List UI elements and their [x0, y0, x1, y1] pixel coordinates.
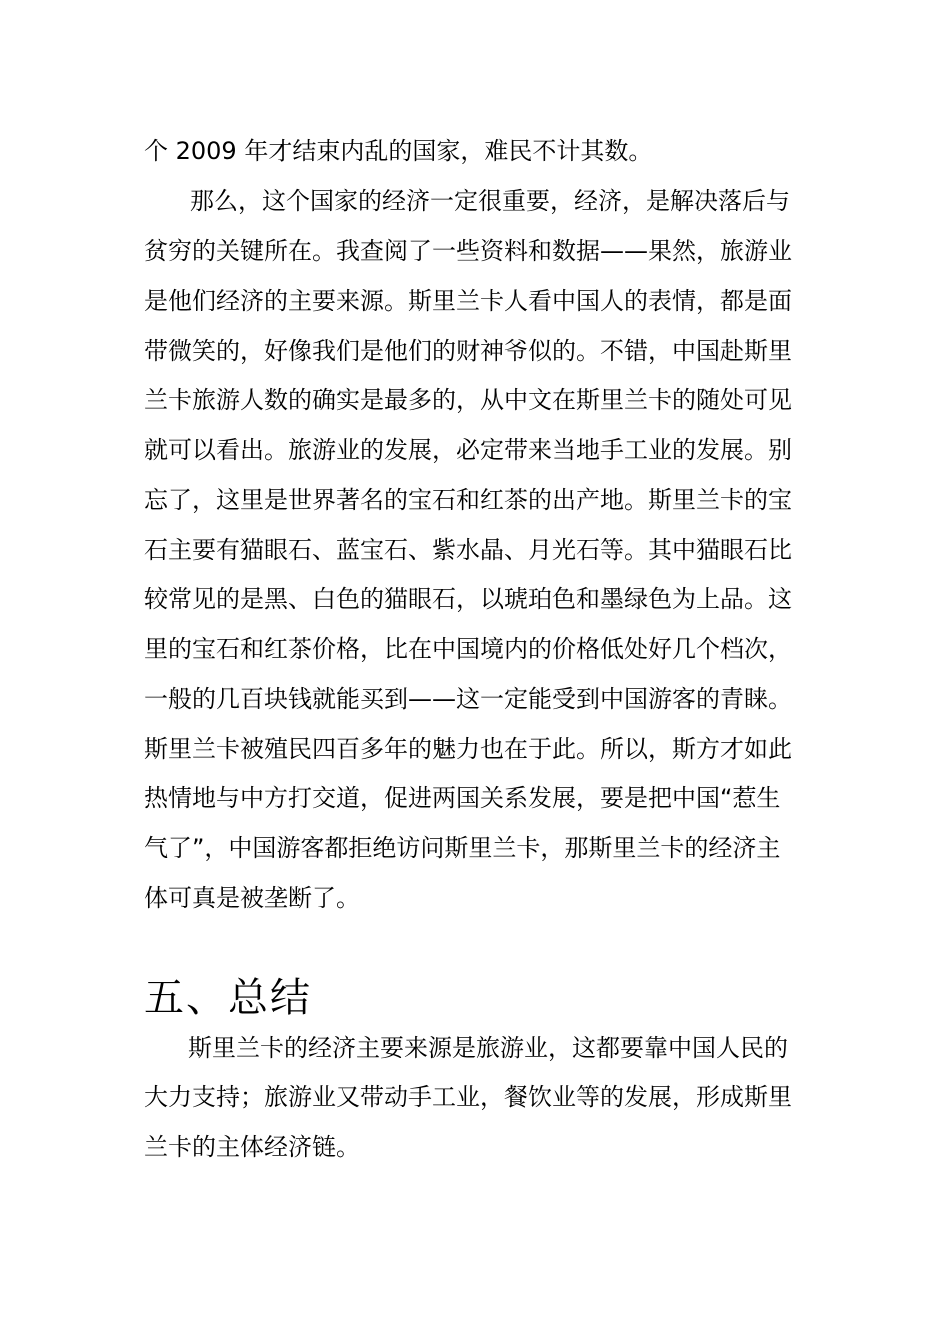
body-line: 较常见的是黑、白色的猫眼石，以琥珀色和墨绿色为上品。这 [144, 585, 792, 613]
body-line: 个 2009 年才结束内乱的国家，难民不计其数。 [144, 137, 653, 165]
body-line: 那么，这个国家的经济一定很重要，经济，是解决落后与 [190, 187, 790, 215]
body-line: 是他们经济的主要来源。斯里兰卡人看中国人的表情，都是面 [144, 287, 792, 315]
body-line: 斯里兰卡被殖民四百多年的魅力也在于此。所以，斯方才如此 [144, 735, 792, 763]
section-heading: 五、总结 [144, 975, 312, 1021]
body-line: 热情地与中方打交道，促进两国关系发展，要是把中国“惹生 [144, 784, 781, 812]
body-line: 体可真是被垄断了。 [144, 884, 360, 912]
body-line: 就可以看出。旅游业的发展，必定带来当地手工业的发展。别 [144, 436, 792, 464]
body-line: 忘了，这里是世界著名的宝石和红茶的出产地。斯里兰卡的宝 [144, 486, 792, 514]
summary-line: 大力支持；旅游业又带动手工业，餐饮业等的发展，形成斯里 [144, 1083, 792, 1111]
body-line: 带微笑的，好像我们是他们的财神爷似的。不错，中国赴斯里 [144, 337, 792, 365]
summary-line: 斯里兰卡的经济主要来源是旅游业，这都要靠中国人民的 [188, 1034, 788, 1062]
summary-line: 兰卡的主体经济链。 [144, 1133, 360, 1161]
body-line: 气了”，中国游客都拒绝访问斯里兰卡，那斯里兰卡的经济主 [144, 834, 781, 862]
body-line: 里的宝石和红茶价格，比在中国境内的价格低处好几个档次， [144, 635, 792, 663]
body-line: 一般的几百块钱就能买到——这一定能受到中国游客的青睐。 [144, 685, 792, 713]
body-line: 石主要有猫眼石、蓝宝石、紫水晶、月光石等。其中猫眼石比 [144, 536, 792, 564]
body-line: 贫穷的关键所在。我查阅了一些资料和数据——果然，旅游业 [144, 237, 792, 265]
body-line: 兰卡旅游人数的确实是最多的，从中文在斯里兰卡的随处可见 [144, 386, 792, 414]
